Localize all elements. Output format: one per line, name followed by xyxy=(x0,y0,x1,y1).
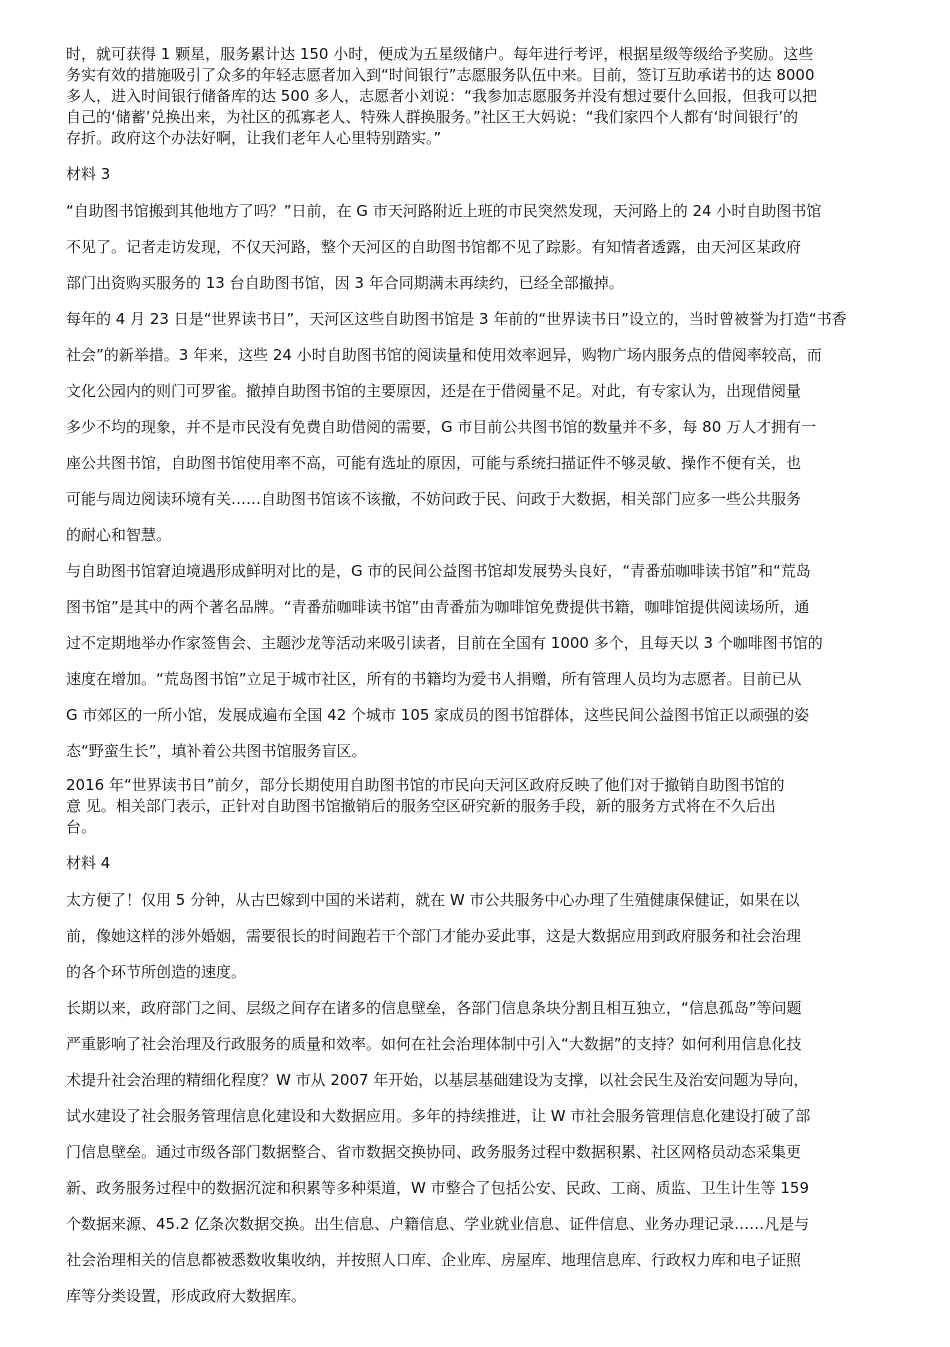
text-line: 长期以来，政府部门之间、层级之间存在诸多的信息壁垒，各部门信息条块分割且相互独立，“信息孤岛”等问题 xyxy=(66,999,802,1017)
text-line: 多少不均的现象，并不是市民没有免费自助借阅的需要，G 市目前公共图书馆的数量并不多，每 80 万人才拥有一 xyxy=(66,418,817,436)
text-line: 社会”的新举措。3 年来，这些 24 小时自助图书馆的阅读量和使用效率迥异，购物广场内服务点的借阅率较高，而 xyxy=(66,346,822,364)
text-line: 术提升社会治理的精细化程度？W 市从 2007 年开始，以基层基础建设为支撑，以社会民生及治安问题为导向， xyxy=(66,1071,809,1089)
text-line: 可能与周边阅读环境有关……自助图书馆该不该撤，不妨问政于民、问政于大数据，相关部门应多一些公共服务 xyxy=(66,490,802,508)
text-line: 务实有效的措施吸引了众多的年轻志愿者加入到“时间银行”志愿服务队伍中来。目前，签订互助承诺书的达 8000 xyxy=(66,66,815,84)
text-line: “自助图书馆搬到其他地方了吗？”日前，在 G 市天河路附近上班的市民突然发现，天河路上的 24 小时自助图书馆 xyxy=(66,202,822,220)
text-line: 新、政务服务过程中的数据沉淀和积累等多种渠道，W 市整合了包括公安、民政、工商、质监、卫生计生等 159 xyxy=(66,1179,810,1197)
text-line: 多人，进入时间银行储备库的达 500 多人，志愿者小刘说：“我参加志愿服务并没有想过要什么回报，但我可以把 xyxy=(66,87,817,105)
paragraph-citizen-feedback xyxy=(66,775,906,838)
text-line: G 市郊区的一所小馆，发展成遍布全国 42 个城市 105 家成员的图书馆群体，这些民间公益图书馆正以顽强的姿 xyxy=(66,706,810,724)
text-line: 个数据来源、45.2 亿条次数据交换。出生信息、户籍信息、学业就业信息、证件信息、业务办理记录……凡是与 xyxy=(66,1215,810,1233)
paragraph-world-reading-day xyxy=(66,301,906,553)
paragraph-public-welfare-libraries xyxy=(66,553,906,769)
text-line: 图书馆”是其中的两个著名品牌。“青番茄咖啡读书馆”由青番茄为咖啡馆免费提供书籍，咖啡馆提供阅读场所，通 xyxy=(66,598,810,616)
text-line: 门信息壁垒。通过市级各部门数据整合、省市数据交换协同、政务服务过程中数据积累、社区网格员动态采集更 xyxy=(66,1143,802,1161)
text-line: 与自助图书馆窘迫境遇形成鲜明对比的是，G 市的民间公益图书馆却发展势头良好，“青番茄咖啡读书馆”和“荒岛 xyxy=(66,562,811,580)
text-line: 2016 年“世界读书日”前夕，部分长期使用自助图书馆的市民向天河区政府反映了他们对于撤销自助图书馆的 xyxy=(66,776,785,794)
text-line: 速度在增加。“荒岛图书馆”立足于城市社区，所有的书籍均为爱书人捐赠，所有管理人员均为志愿者。目前已从 xyxy=(66,670,802,688)
paragraph-public-service-center xyxy=(66,882,906,990)
section-heading-material-3: 材料 3 xyxy=(66,165,111,183)
document-page xyxy=(66,44,906,1314)
text-line: 过不定期地举办作家签售会、主题沙龙等活动来吸引读者，目前在全国有 1000 多个，且每天以 3 个咖啡图书馆的 xyxy=(66,634,823,652)
text-line: 前，像她这样的涉外婚姻，需要很长的时间跑若干个部门才能办妥此事，这是大数据应用到政府服务和社会治理 xyxy=(66,927,802,945)
text-line: 每年的 4 月 23 日是“世界读书日”，天河区这些自助图书馆是 3 年前的“世界读书日”设立的，当时曾被誉为打造“书香 xyxy=(66,310,847,328)
section-heading-material-4: 材料 4 xyxy=(66,854,111,872)
text-line: 严重影响了社会治理及行政服务的质量和效率。如何在社会治理体制中引入“大数据”的支持？如何利用信息化技 xyxy=(66,1035,802,1053)
text-line: 试水建设了社会服务管理信息化建设和大数据应用。多年的持续推进，让 W 市社会服务管理信息化建设打破了部 xyxy=(66,1107,811,1125)
text-line: 意 见。相关部门表示，正针对自助图书馆撤销后的服务空区研究新的服务手段，新的服务方式将在不久后出 xyxy=(66,797,776,815)
text-line: 座公共图书馆，自助图书馆使用率不高，可能有选址的原因，可能与系统扫描证件不够灵敏、操作不便有关，也 xyxy=(66,454,802,472)
text-line: 存折。政府这个办法好啊，让我们老年人心里特别踏实。” xyxy=(66,129,442,147)
text-line: 文化公园内的则门可罗雀。撤掉自助图书馆的主要原因，还是在于借阅量不足。对此，有专家认为，出现借阅量 xyxy=(66,382,802,400)
text-line: 的各个环节所创造的速度。 xyxy=(66,963,247,981)
text-line: 的耐心和智慧。 xyxy=(66,526,172,544)
text-line: 态“野蛮生长”，填补着公共图书馆服务盲区。 xyxy=(66,742,367,760)
text-line: 自己的‘储蓄’兑换出来，为社区的孤寡老人、特殊人群换服务。”社区王大妈说：“我们家四个人都有‘时间银行’的 xyxy=(66,108,799,126)
text-line: 部门出资购买服务的 13 台自助图书馆，因 3 年合同期满未再续约，已经全部撤掉。 xyxy=(66,274,624,292)
text-line: 台。 xyxy=(66,818,97,836)
text-line: 不见了。记者走访发现，不仅天河路，整个天河区的自助图书馆都不见了踪影。有知情者透露，由天河区某政府 xyxy=(66,238,802,256)
text-line: 库等分类设置，形成政府大数据库。 xyxy=(66,1287,307,1305)
paragraph-big-data xyxy=(66,990,906,1314)
text-line: 时，就可获得 1 颗星，服务累计达 150 小时，便成为五星级储户。每年进行考评，根据星级等级给予奖励。这些 xyxy=(66,45,814,63)
text-line: 社会治理相关的信息都被悉数收集收纳，并按照人口库、企业库、房屋库、地理信息库、行政权力库和电子证照 xyxy=(66,1251,802,1269)
paragraph-library-removed xyxy=(66,193,906,301)
paragraph-time-bank xyxy=(66,44,906,149)
text-line: 太方便了！仅用 5 分钟，从古巴嫁到中国的米诺莉，就在 W 市公共服务中心办理了生殖健康保健证，如果在以 xyxy=(66,891,800,909)
